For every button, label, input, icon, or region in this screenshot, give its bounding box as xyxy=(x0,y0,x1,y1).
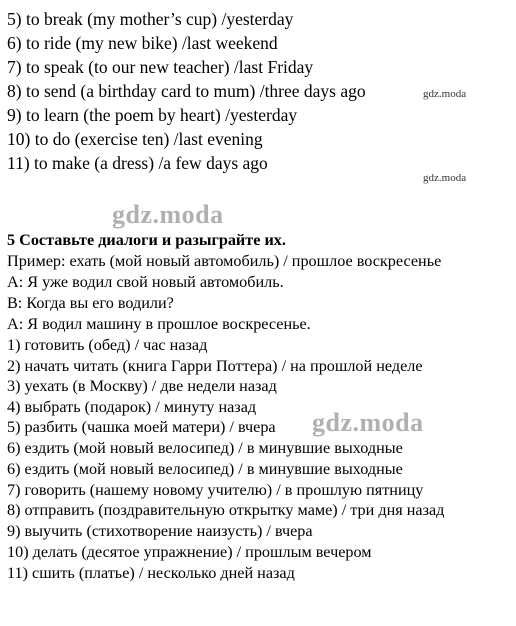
exercise5-item: 6) ездить (мой новый велосипед) / в минувшие выходные xyxy=(7,460,403,478)
exercise5-item: 9) выучить (стихотворение наизусть) / вчера xyxy=(7,522,313,540)
exercise4-item-7: 7) to speak (to our new teacher) /last Friday xyxy=(7,57,314,77)
watermark-small: gdz.moda xyxy=(423,88,467,100)
exercise4-item-10: 10) to do (exercise ten) /last evening xyxy=(7,129,263,149)
exercise4-item-5: 5) to break (my mother’s cup) /yesterday xyxy=(7,9,294,29)
exercise5-example-line: А: Я уже водил свой новый автомобиль. xyxy=(7,273,284,291)
exercise5-heading: 5 Составьте диалоги и разыграйте их. xyxy=(7,231,286,249)
exercise5-example-line: А: Я водил машину в прошлое воскресенье. xyxy=(7,315,311,333)
exercise5-item: 3) уехать (в Москву) / две недели назад xyxy=(7,377,277,395)
watermark-large: gdz.moda xyxy=(112,200,224,229)
exercise4-item-6: 6) to ride (my new bike) /last weekend xyxy=(7,33,278,53)
exercise5-item: 7) говорить (нашему новому учителю) / в прошлую пятницу xyxy=(7,481,424,499)
exercise5-item: 10) делать (десятое упражнение) / прошлым вечером xyxy=(7,543,372,561)
exercise4-item-9: 9) to learn (the poem by heart) /yesterday xyxy=(7,105,298,125)
exercise5-example-line: В: Когда вы его водили? xyxy=(7,294,174,312)
exercise5-item: 11) сшить (платье) / несколько дней назад xyxy=(7,564,295,582)
exercise5-item: 5) разбить (чашка моей матери) / вчера xyxy=(7,418,276,436)
exercise4-item-11: 11) to make (a dress) /a few days ago xyxy=(7,153,268,173)
exercise5-item: 2) начать читать (книга Гарри Поттера) / на прошлой неделе xyxy=(7,357,423,375)
watermark-small: gdz.moda xyxy=(423,172,467,184)
exercise4-item-8: 8) to send (a birthday card to mum) /three days ago xyxy=(7,81,366,101)
exercise5-example-line: Пример: ехать (мой новый автомобиль) / прошлое воскресенье xyxy=(7,252,442,270)
watermark-large: gdz.moda xyxy=(312,408,424,437)
exercise5-item: 4) выбрать (подарок) / минуту назад xyxy=(7,398,257,416)
exercise5-item: 1) готовить (обед) / час назад xyxy=(7,336,208,354)
exercise5-item: 8) отправить (поздравительную открытку маме) / три дня назад xyxy=(7,501,445,519)
exercise5-item: 6) ездить (мой новый велосипед) / в минувшие выходные xyxy=(7,439,403,457)
